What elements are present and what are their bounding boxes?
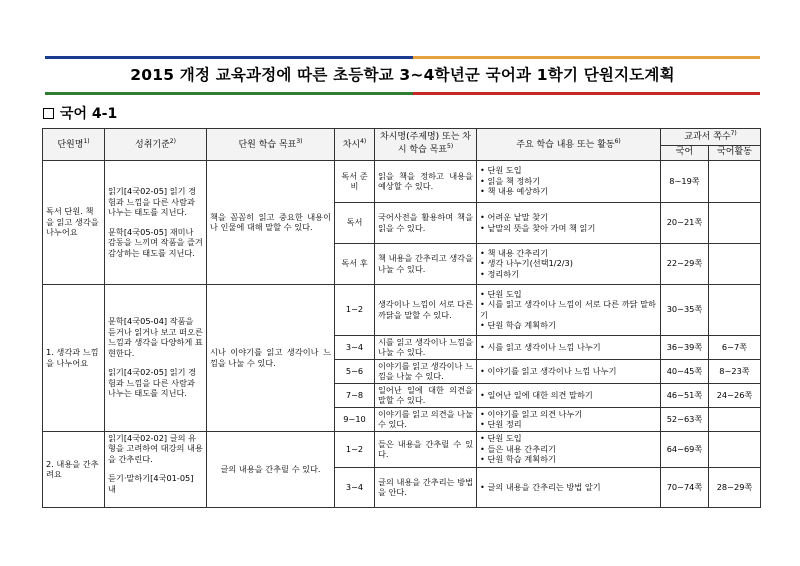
section-heading bbox=[43, 103, 117, 123]
title-rule-bottom-accent bbox=[413, 92, 760, 95]
standard-text: 문학[4국05-04] 작품을 듣거나 읽거나 보고 떠오른 느낌과 생각을 다양하게 표현한다. bbox=[108, 316, 203, 358]
unit-standards bbox=[105, 431, 207, 507]
pages-korean-cell: 46∼51쪽 bbox=[661, 383, 709, 407]
activity-item: • 단원 도입 bbox=[480, 165, 657, 176]
activity-item: • 시를 읽고 생각이나 느낌 나누기 bbox=[480, 342, 657, 353]
standard-text: 읽기[4국02-05] 읽기 경험과 느낌을 다른 사람과 나누는 태도를 지닌다. bbox=[108, 186, 197, 218]
pages-activity-cell bbox=[709, 284, 761, 335]
pages-activity-cell bbox=[709, 431, 761, 467]
activity-item: • 정리하기 bbox=[480, 269, 657, 280]
activity-item: • 단원 정리 bbox=[480, 419, 657, 430]
activity-item: • 어려운 낱말 찾기 bbox=[480, 212, 657, 223]
pages-korean-cell: 52∼63쪽 bbox=[661, 407, 709, 431]
session-cell: 1∼2 bbox=[335, 431, 375, 467]
activity-item: • 시를 읽고 생각이나 느낌이 서로 다른 까닭 말하기 bbox=[480, 299, 657, 320]
topic-cell: 글의 내용을 간추리는 방법을 안다. bbox=[375, 467, 477, 507]
topic-cell: 생각이나 느낌이 서로 다른 까닭을 말할 수 있다. bbox=[375, 284, 477, 335]
session-cell: 독서 후 bbox=[335, 243, 375, 284]
header-standard: 성취기준$^{2)}$ bbox=[105, 129, 207, 161]
table-row bbox=[43, 284, 761, 335]
header-pages: 교과서 쪽수$^{7)}$ bbox=[661, 129, 761, 146]
topic-cell: 일어난 일에 대한 의견을 말할 수 있다. bbox=[375, 383, 477, 407]
content-cell bbox=[477, 335, 661, 359]
content-cell bbox=[477, 359, 661, 383]
content-cell bbox=[477, 431, 661, 467]
activity-item: • 글의 내용을 간추리는 방법 알기 bbox=[480, 482, 657, 493]
pages-korean-cell: 30∼35쪽 bbox=[661, 284, 709, 335]
topic-cell: 들은 내용을 간추릴 수 있다. bbox=[375, 431, 477, 467]
pages-activity-cell bbox=[709, 407, 761, 431]
pages-activity-cell: 8∼23쪽 bbox=[709, 359, 761, 383]
header-session: 차시$^{4)}$ bbox=[335, 129, 375, 161]
section-title: 국어 4-1 bbox=[60, 106, 118, 122]
activity-item: • 생각 나누기(선택1/2/3) bbox=[480, 258, 657, 269]
activity-item: • 이야기를 읽고 생각이나 느낌 나누기 bbox=[480, 366, 657, 377]
unit-standards bbox=[105, 284, 207, 431]
session-cell: 7∼8 bbox=[335, 383, 375, 407]
unit-goal: 글의 내용을 간추릴 수 있다. bbox=[207, 431, 335, 507]
topic-cell: 국어사전을 활용하며 책을 읽을 수 있다. bbox=[375, 202, 477, 243]
pages-korean-cell: 36∼39쪽 bbox=[661, 335, 709, 359]
pages-activity-cell: 24∼26쪽 bbox=[709, 383, 761, 407]
page-title: 2015 개정 교육과정에 따른 초등학교 3~4학년군 국어과 1학기 단원지도계획 bbox=[130, 66, 675, 84]
pages-korean-cell: 40∼45쪽 bbox=[661, 359, 709, 383]
activity-item: • 책 내용 간추리기 bbox=[480, 248, 657, 259]
pages-activity-cell: 28∼29쪽 bbox=[709, 467, 761, 507]
pages-activity-cell bbox=[709, 160, 761, 202]
activity-item: • 단원 도입 bbox=[480, 433, 657, 444]
header-unit: 단원명$^{1)}$ bbox=[43, 129, 105, 161]
topic-cell: 이야기를 읽고 생각이나 느낌을 나눌 수 있다. bbox=[375, 359, 477, 383]
standard-text: 읽기[4국02-02] 글의 유형을 고려하여 대강의 내용을 간추린다. bbox=[108, 432, 203, 464]
activity-item: • 낱말의 뜻을 찾아 가며 책 읽기 bbox=[480, 223, 657, 234]
activity-item: • 단원 학습 계획하기 bbox=[480, 454, 657, 465]
topic-cell: 이야기를 읽고 의견을 나눌 수 있다. bbox=[375, 407, 477, 431]
pages-korean-cell: 64∼69쪽 bbox=[661, 431, 709, 467]
session-cell: 1∼2 bbox=[335, 284, 375, 335]
session-cell: 독서 준비 bbox=[335, 160, 375, 202]
content-cell bbox=[477, 383, 661, 407]
standard-text: 문학[4국05-05] 재미나 감동을 느끼며 작품을 즐겨 감상하는 태도를 지닌다. bbox=[108, 226, 203, 258]
pages-korean-cell: 8∼19쪽 bbox=[661, 160, 709, 202]
content-cell bbox=[477, 407, 661, 431]
session-cell: 3∼4 bbox=[335, 467, 375, 507]
content-cell bbox=[477, 202, 661, 243]
activity-item: • 단원 도입 bbox=[480, 289, 657, 300]
header-topic: 차시명(주제명) 또는 차시 학습 목표$^{5)}$ bbox=[375, 129, 477, 161]
topic-cell: 책 내용을 간추리고 생각을 나눌 수 있다. bbox=[375, 243, 477, 284]
table-row bbox=[43, 431, 761, 467]
unit-plan-table bbox=[42, 128, 761, 508]
content-cell bbox=[477, 160, 661, 202]
pages-korean-cell: 70∼74쪽 bbox=[661, 467, 709, 507]
session-cell: 독서 bbox=[335, 202, 375, 243]
content-cell bbox=[477, 284, 661, 335]
unit-goal: 책을 꼼꼼히 읽고 중요한 내용이나 인물에 대해 말할 수 있다. bbox=[207, 160, 335, 284]
unit-standards bbox=[105, 160, 207, 284]
standard-text: 읽기[4국02-05] 읽기 경험과 느낌을 다른 사람과 나누는 태도를 지닌다. bbox=[108, 367, 197, 399]
unit-goal: 시나 이야기를 읽고 생각이나 느낌을 나눌 수 있다. bbox=[207, 284, 335, 431]
pages-activity-cell: 6∼7쪽 bbox=[709, 335, 761, 359]
activity-item: • 이야기를 읽고 의견 나누기 bbox=[480, 409, 657, 420]
table-row bbox=[43, 160, 761, 202]
standard-text: 듣기·말하기[4국01-05] 내 bbox=[108, 473, 194, 494]
topic-cell: 읽을 책을 정하고 내용을 예상할 수 있다. bbox=[375, 160, 477, 202]
header-content: 주요 학습 내용 또는 활동$^{6)}$ bbox=[477, 129, 661, 161]
unit-name: 1. 생각과 느낌을 나누어요 bbox=[43, 284, 105, 431]
topic-cell: 시를 읽고 생각이나 느낌을 나눌 수 있다. bbox=[375, 335, 477, 359]
activity-item: • 들은 내용 간추리기 bbox=[480, 444, 657, 455]
unit-name: 독서 단원. 책을 읽고 생각을 나누어요 bbox=[43, 160, 105, 284]
title-rule-top-accent bbox=[413, 56, 760, 59]
pages-activity-cell bbox=[709, 202, 761, 243]
content-cell bbox=[477, 243, 661, 284]
header-goal: 단원 학습 목표$^{3)}$ bbox=[207, 129, 335, 161]
session-cell: 9∼10 bbox=[335, 407, 375, 431]
unit-name: 2. 내용을 간추려요 bbox=[43, 431, 105, 507]
checkbox-square-icon bbox=[43, 108, 54, 119]
activity-item: • 책 내용 예상하기 bbox=[480, 186, 657, 197]
pages-activity-cell bbox=[709, 243, 761, 284]
session-cell: 3∼4 bbox=[335, 335, 375, 359]
header-pages-korean: 국어 bbox=[661, 145, 709, 160]
pages-korean-cell: 20∼21쪽 bbox=[661, 202, 709, 243]
activity-item: • 읽을 책 정하기 bbox=[480, 176, 657, 187]
session-cell: 5∼6 bbox=[335, 359, 375, 383]
header-pages-activity: 국어활동 bbox=[709, 145, 761, 160]
content-cell bbox=[477, 467, 661, 507]
pages-korean-cell: 22∼29쪽 bbox=[661, 243, 709, 284]
activity-item: • 일어난 일에 대한 의견 말하기 bbox=[480, 390, 657, 401]
activity-item: • 단원 학습 계획하기 bbox=[480, 320, 657, 331]
